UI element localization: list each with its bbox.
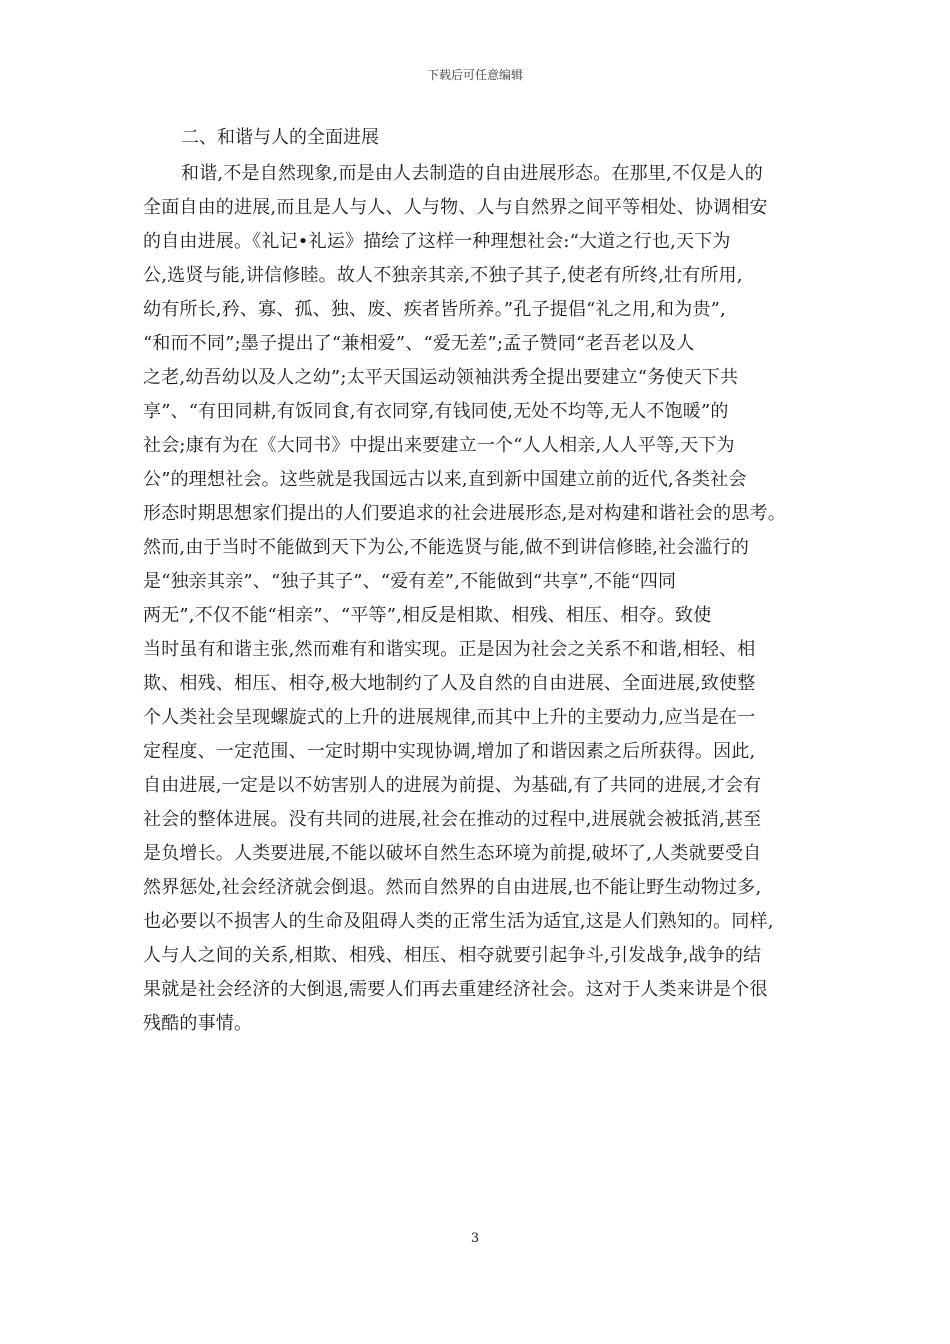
document-body	[143, 119, 813, 1041]
paragraph-line: 残酷的事情。	[143, 1013, 253, 1034]
paragraph-line: 两无”,不仅不能“相亲”、“平等”,相反是相欺、相残、相压、相夺。致使	[143, 605, 712, 626]
paragraph-line: 个人类社会呈现螺旋式的上升的进展规律,而其中上升的主要动力,应当是在一	[143, 707, 756, 728]
paragraph-line: 然界惩处,社会经济就会倒退。然而自然界的自由进展,也不能让野生动物过多,	[143, 877, 762, 898]
paragraph-line: 和谐,不是自然现象,而是由人去制造的自由进展形态。在那里,不仅是人的	[181, 163, 763, 184]
paragraph-line: 之老,幼吾幼以及人之幼”;太平天国运动领袖洪秀全提出要建立“务使天下共	[143, 367, 739, 388]
paragraph-line: 形态时期思想家们提出的人们要追求的社会进展形态,是对构建和谐社会的思考。	[143, 503, 786, 524]
paragraph-line: 是负增长。人类要进展,不能以破坏自然生态环境为前提,破坏了,人类就要受自	[143, 843, 762, 864]
paragraph-line: 当时虽有和谐主张,然而难有和谐实现。正是因为社会之关系不和谐,相轻、相	[143, 639, 756, 660]
paragraph-line: 然而,由于当时不能做到天下为公,不能选贤与能,做不到讲信修睦,社会滥行的	[143, 537, 750, 558]
paragraph-line: 社会的整体进展。没有共同的进展,社会在推动的过程中,进展就会被抵消,甚至	[143, 809, 762, 830]
page-header: 下载后可任意编辑	[426, 68, 523, 82]
paragraph-line: 幼有所长,矜、寡、孤、独、废、疾者皆所养。”孔子提倡“礼之用,和为贵”,	[143, 299, 726, 320]
paragraph-line: 公,选贤与能,讲信修睦。故人不独亲其亲,不独子其子,使老有所终,壮有所用,	[143, 265, 743, 286]
paragraph-line: 公”的理想社会。这些就是我国远古以来,直到新中国建立前的近代,各类社会	[143, 469, 747, 490]
paragraph-line: 的自由进展。《礼记•礼运》描绘了这样一种理想社会:“大道之行也,天下为	[143, 231, 731, 252]
page-number: 3	[470, 1231, 480, 1246]
paragraph-line: 欺、相残、相压、相夺,极大地制约了人及自然的自由进展、全面进展,致使整	[143, 673, 756, 694]
paragraph-line: 也必要以不损害人的生命及阻碍人类的正常生活为适宜,这是人们熟知的。同样,	[143, 911, 774, 932]
paragraph-line: 人与人之间的关系,相欺、相残、相压、相夺就要引起争斗,引发战争,战争的结	[143, 945, 762, 966]
paragraph-line: 是“独亲其亲”、“独子其子”、“爱有差”,不能做到“共享”,不能“四同	[143, 571, 677, 592]
paragraph-line: 全面自由的进展,而且是人与人、人与物、人与自然界之间平等相处、协调相安	[143, 197, 768, 218]
paragraph-line: 社会;康有为在《大同书》中提出来要建立一个“人人相亲,人人平等,天下为	[143, 435, 735, 456]
paragraph-line: 定程度、一定范围、一定时期中实现协调,增加了和谐因素之后所获得。因此,	[143, 741, 756, 762]
paragraph-line: 果就是社会经济的大倒退,需要人们再去重建经济社会。这对于人类来讲是个很	[143, 979, 768, 1000]
paragraph-line: “和而不同”;墨子提出了“兼相爱”、“爱无差”;孟子赞同“老吾老以及人	[143, 333, 695, 354]
paragraph-line: 享”、“有田同耕,有饭同食,有衣同穿,有钱同使,无处不均等,无人不饱暖”的	[143, 401, 729, 422]
section-heading: 二、和谐与人的全面进展	[181, 127, 379, 148]
paragraph-line: 自由进展,一定是以不妨害别人的进展为前提、为基础,有了共同的进展,才会有	[143, 775, 762, 796]
